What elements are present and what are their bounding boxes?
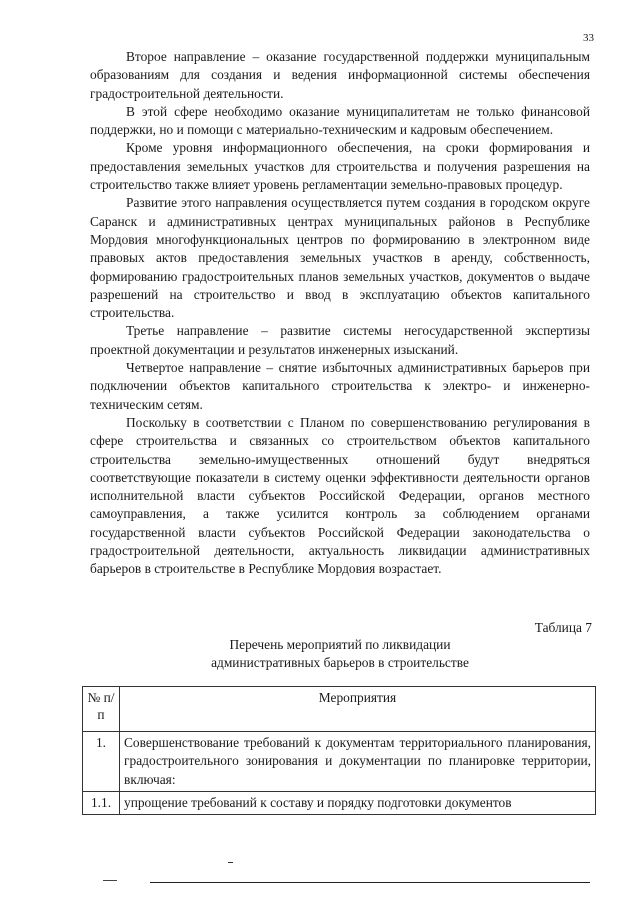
paragraph: Развитие этого направления осуществляется путем создания в городском округе Саранск и административных центрах муниципальных районов в Республике Мордовия многофункциональных центров по формированию в электронном виде правовых актов предоставления земельных участков в аренду, собственность, формированию градостроительных планов земельных участков, документов о выдаче разрешений на строительство и ввод в эксплуатацию объектов капитального строительства. [90,195,590,321]
table-label: Таблица 7 [534,620,592,635]
table-title [90,636,590,673]
header-number-cell: № п/п [83,687,120,732]
body-text [90,48,590,579]
table-header-row [83,687,596,732]
paragraph: Четвертое направление – снятие избыточных административных барьеров при подключении объектов капитального строительства к электро- и инженерно-техническим сетям. [90,360,590,412]
row-number-cell: 1. [83,732,120,792]
measures-table [82,686,596,815]
paragraph: Третье направление – развитие системы негосударственной экспертизы проектной документации и результатов инженерных изысканий. [90,323,590,357]
paragraph: В этой сфере необходимо оказание муниципалитетам не только финансовой поддержки, но и помощи с материально-техническим и кадровым обеспечением. [90,103,590,138]
header-title-cell: Мероприятия [120,687,596,732]
paragraph: Второе направление – оказание государственной поддержки муниципальным образованиям для создания и ведения информационной системы обеспечения градостроительной деятельности. [90,49,590,101]
table-row [83,732,596,792]
row-text-cell: упрощение требований к составу и порядку подготовки документов [120,791,596,814]
paragraph: Поскольку в соответствии с Планом по совершенствованию регулирования в сфере строительства и связанных со строительством объектов капитального строительства земельно-имущественных отношений будут внедряться соответствующие показатели в систему оценки эффективности деятельности органов исполнительной власти субъектов Российской Федерации, органов местного самоуправления, а также усилится контроль за соблюдением органами государственной власти субъектов Российской Федерации законодательства о градостроительной деятельности, актуальность ликвидации административных барьеров в строительстве в Республике Мордовия возрастает. [90,414,590,577]
footer-rule [150,882,590,883]
scan-mark [103,880,117,881]
table-title-line: Перечень мероприятий по ликвидации [229,637,451,652]
scan-mark [228,862,233,863]
paragraph: Кроме уровня информационного обеспечения, на сроки формирования и предоставления земельных участков для строительства и получения разрешения на строительство также влияет уровень регламентации земельно-правовых процедур. [90,140,590,193]
page-number: 33 [583,32,594,44]
row-number-cell: 1.1. [83,791,120,814]
table-title-line: административных барьеров в строительстве [211,655,469,671]
table-row [83,791,596,814]
row-text-cell: Совершенствование требований к документам территориального планирования, градостроительного зонирования и документации по планировке территории, включая: [120,732,596,792]
